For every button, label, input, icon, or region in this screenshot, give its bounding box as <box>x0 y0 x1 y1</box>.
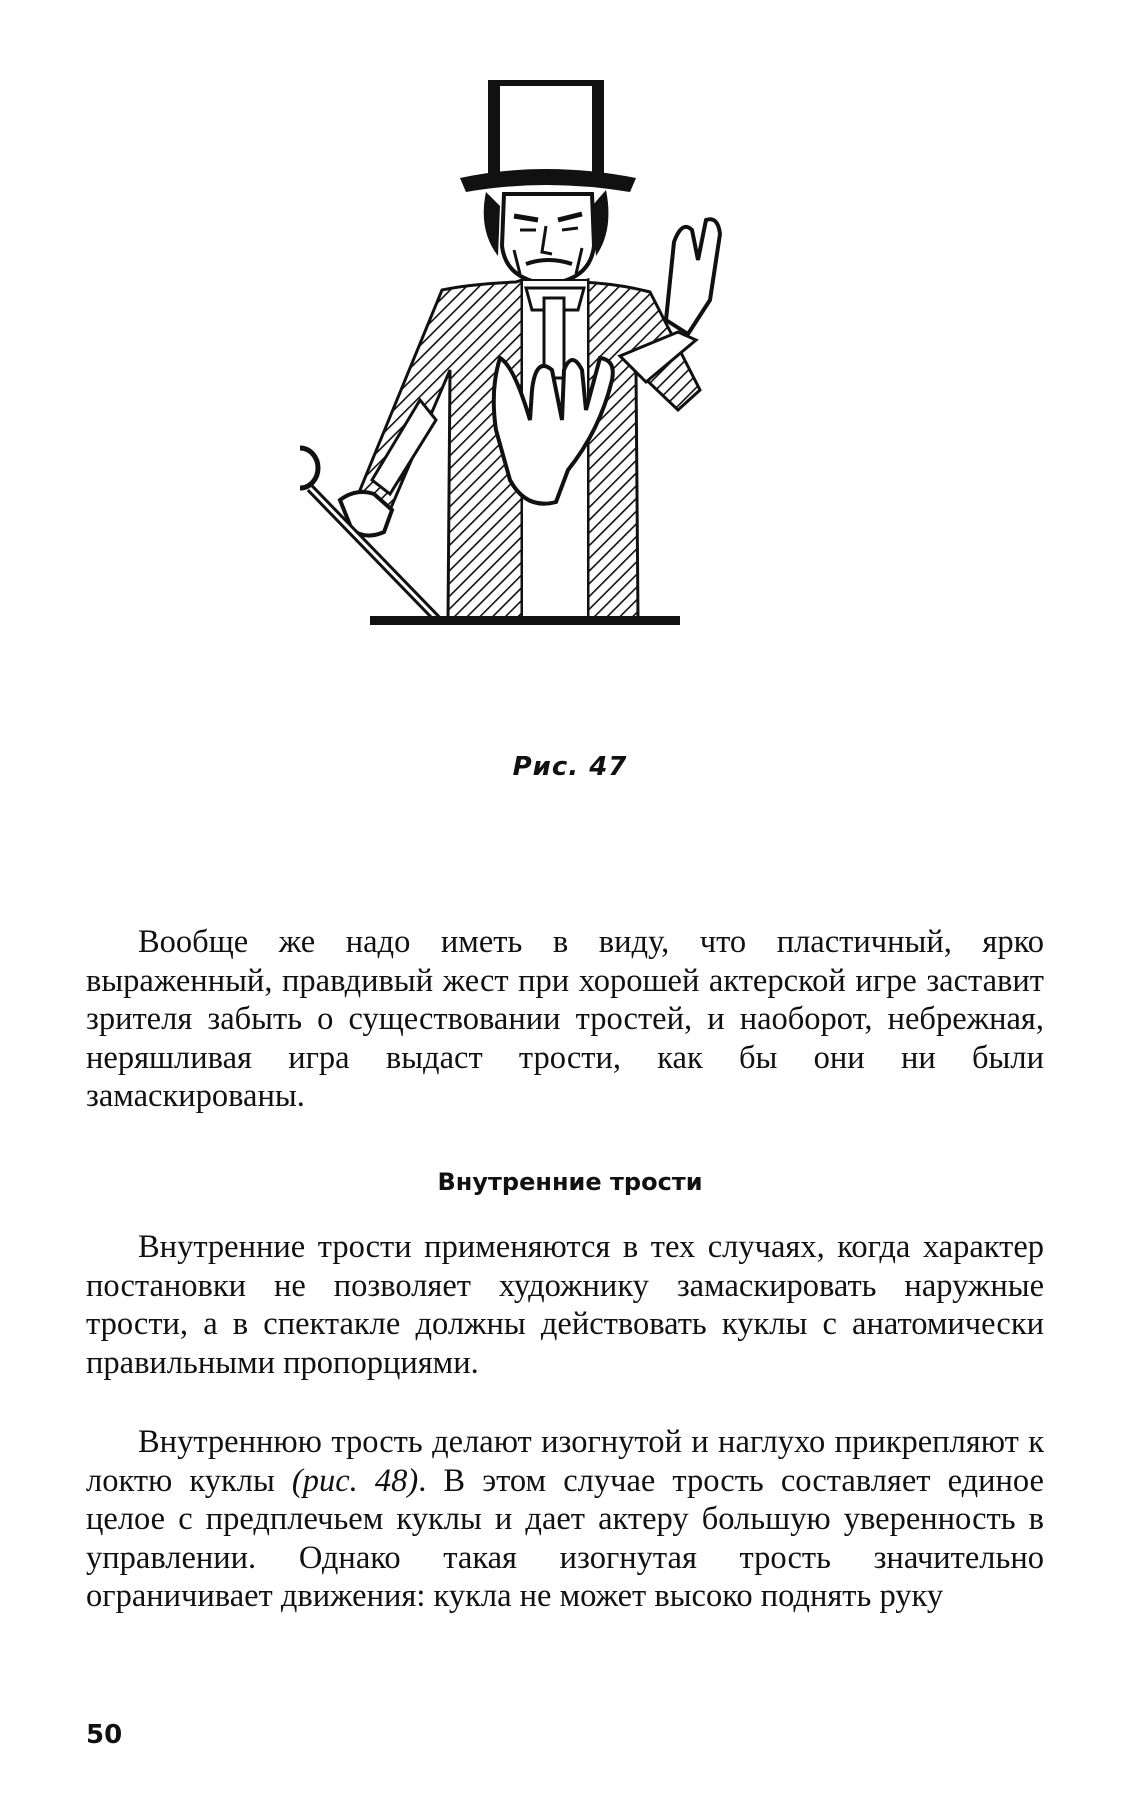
paragraph-2: Внутренние трости применяются в тех случаях, когда характер постановки не позволяет художнику замаскировать наружные трости, а в спектакле должны действовать куклы с анатомически правильными пропорциями. <box>86 1229 1044 1381</box>
section-heading: Внутренние трости <box>437 1168 703 1196</box>
figure-reference: (рис. 48) <box>291 1462 419 1499</box>
page-number: 50 <box>86 1720 123 1750</box>
paragraph-3 <box>86 1423 1044 1616</box>
figure-caption: Рис. 47 <box>512 752 628 782</box>
paragraph-1: Вообще же надо иметь в виду, что пластичный, ярко выраженный, правдивый жест при хорошей актерской игре заставит зрителя забыть о существовании тростей, и наоборот, небрежная, неряшливая игра выдаст трости, как бы они ни были замаскированы. <box>86 924 1044 1115</box>
puppet-illustration <box>300 70 800 730</box>
paragraph-3-text-start: Внутреннюю трость делают изогнутой и наглухо прикрепляют к локтю куклы <box>86 1424 1044 1499</box>
top-hat <box>460 80 636 192</box>
stage-line <box>370 616 680 625</box>
paragraph-3-text-end: . В этом случае трость составляет единое целое с предплечьем куклы и дает актеру большую уверенность в управлении. Однако такая изогнутая трость значительно ограничивает движения: кукла не может высоко поднять руку <box>86 1462 1044 1615</box>
